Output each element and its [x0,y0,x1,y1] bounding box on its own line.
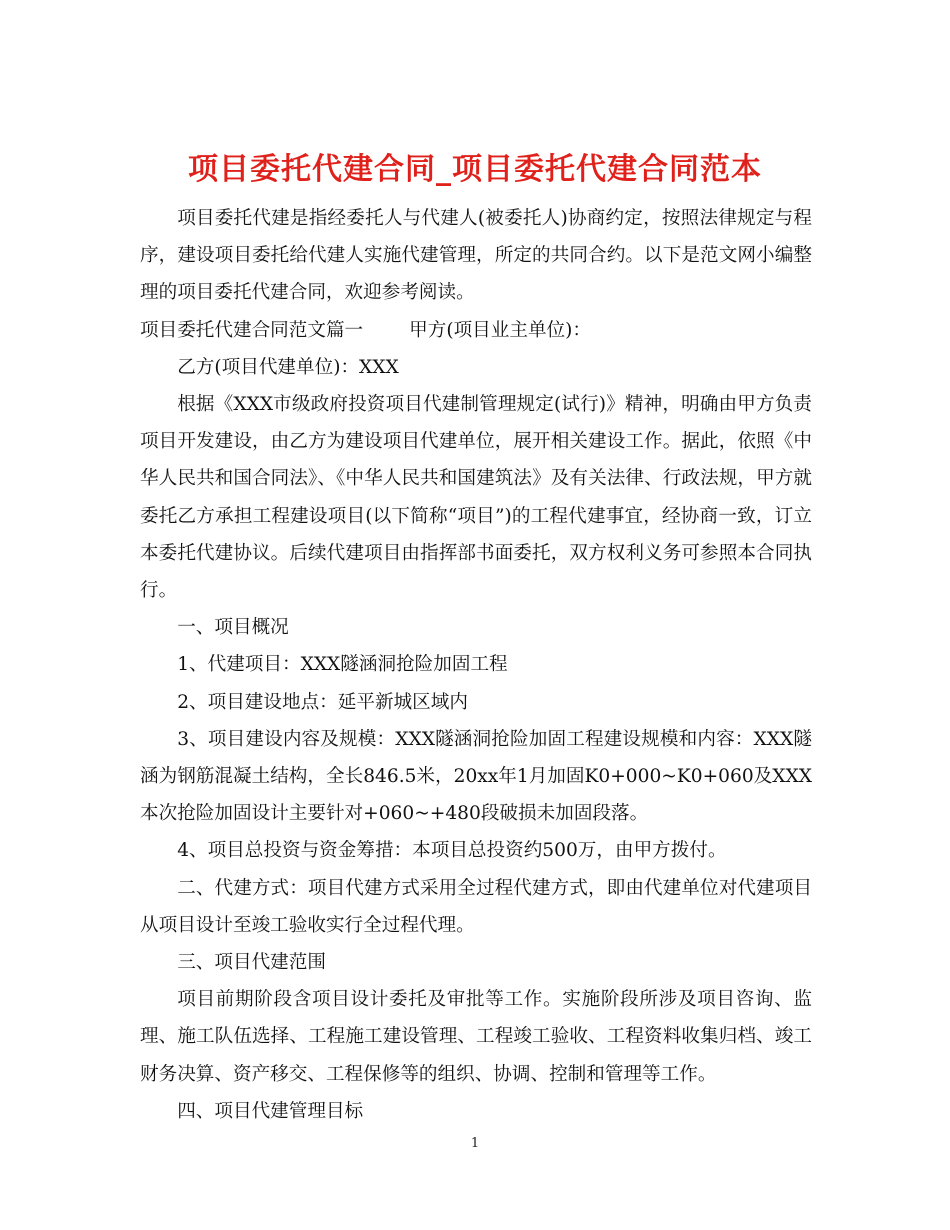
scope-paragraph: 项目前期阶段含项目设计委托及审批等工作。实施阶段所涉及项目咨询、监理、施工队伍选择、工程施工建设管理、工程竣工验收、工程资料收集归档、竣工财务决算、资产移交、工程保修等的组织、协调、控制和管理等工作。 [140,989,812,1085]
section-heading-overview: 一、项目概况 [177,617,289,639]
page-number: 1 [470,1136,480,1151]
party-a-label: 甲方(项目业主单位)： [409,319,591,341]
overview-item-1: 1、代建项目：XXX隧涵洞抢险加固工程 [177,654,508,676]
overview-item-4: 4、项目总投资与资金筹措：本项目总投资约500万，由甲方拨付。 [177,840,727,862]
section-method-paragraph: 二、代建方式：项目代建方式采用全过程代建方式，即由代建单位对代建项目从项目设计至竣工验收实行全过程代理。 [140,877,812,936]
section-heading-goals: 四、项目代建管理目标 [177,1100,364,1122]
basis-paragraph: 根据《XXX市级政府投资项目代建制管理规定(试行)》精神，明确由甲方负责项目开发建设，由乙方为建设项目代建单位，展开相关建设工作。据此，依照《中华人民共和国合同法》、《中华人民共和国建筑法》及有关法律、行政法规，甲方就委托乙方承担工程建设项目(以下简称“项目”)的工程代建事宜，经协商一致，订立本委托代建协议。后续代建项目由指挥部书面委托，双方权利义务可参照本合同执行。 [140,394,812,602]
party-b-line: 乙方(项目代建单位)：XXX [177,356,399,378]
document-body [140,200,812,1130]
intro-paragraph: 项目委托代建是指经委托人与代建人(被委托人)协商约定，按照法律规定与程序，建设项目委托给代建人实施代建管理，所定的共同合约。以下是范文网小编整理的项目委托代建合同，欢迎参考阅读。 [140,208,812,304]
sample-heading: 项目委托代建合同范文篇一 [140,319,364,341]
overview-item-2: 2、项目建设地点：延平新城区域内 [177,691,468,713]
document-title: 项目委托代建合同_项目委托代建合同范本 [188,152,762,188]
overview-item-3: 3、项目建设内容及规模：XXX隧涵洞抢险加固工程建设规模和内容：XXX隧涵为钢筋混凝土结构，全长846.5米，20xx年1月加固K0+000~K0+060及XXX本次抢险加固设计主要针对+060~+480段破损未加固段落。 [140,728,812,825]
sample-heading-line [140,312,812,349]
section-heading-scope: 三、项目代建范围 [177,952,326,974]
